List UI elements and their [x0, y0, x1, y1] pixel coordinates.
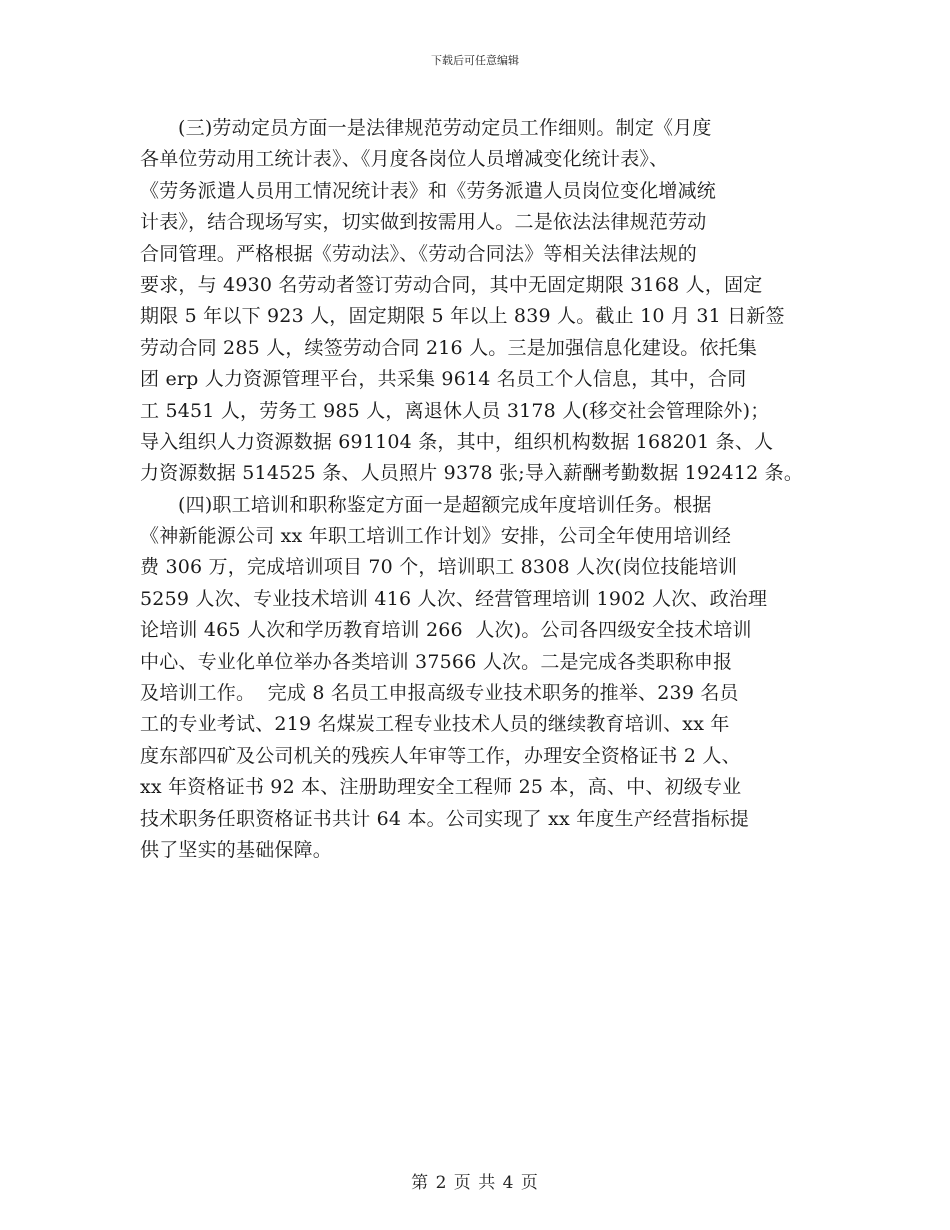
text-line: 期限 5 年以下 923 人，固定期限 5 年以上 839 人。截止 10 月 31 日新签	[140, 305, 785, 328]
text-line: 《神新能源公司 xx 年职工培训工作计划》安排，公司全年使用培训经	[140, 525, 732, 548]
paragraph-training	[140, 490, 830, 867]
text-line: 供了坚实的基础保障。	[140, 838, 333, 861]
text-line: 技术职务任职资格证书共计 64 本。公司实现了 xx 年度生产经营指标提	[140, 807, 749, 830]
text-line: 中心、专业化单位举办各类培训 37566 人次。二是完成各类职称申报	[140, 650, 733, 673]
text-line: 各单位劳动用工统计表》、《月度各岗位人员增减变化统计表》、	[140, 148, 669, 171]
text-line: 计表》，结合现场写实，切实做到按需用人。二是依法法律规范劳动	[140, 211, 707, 234]
text-line: 费 306 万，完成培训项目 70 个，培训职工 8308 人次(岗位技能培训	[140, 556, 738, 579]
text-line: 工 5451 人，劳务工 985 人，离退休人员 3178 人(移交社会管理除外)；	[140, 399, 770, 422]
page-number: 第 2 页 共 4 页	[411, 1173, 539, 1193]
document-body	[140, 113, 830, 866]
page-header: 下载后可任意编辑	[431, 54, 519, 67]
text-line: 工的专业考试、219 名煤炭工程专业技术人员的继续教育培训、xx 年	[140, 713, 730, 736]
text-line: 团 erp 人力资源管理平台，共采集 9614 名员工个人信息，其中，合同	[140, 368, 747, 391]
text-line: (四)职工培训和职称鉴定方面一是超额完成年度培训任务。根据	[178, 493, 712, 516]
text-line: 劳动合同 285 人，续签劳动合同 216 人。三是加强信息化建设。依托集	[140, 336, 758, 359]
text-line: 力资源数据 514525 条、人员照片 9378 张;导入薪酬考勤数据 192412 条。	[140, 462, 804, 485]
text-line: xx 年资格证书 92 本、注册助理安全工程师 25 本，高、中、初级专业	[140, 776, 742, 799]
text-line: 合同管理。严格根据《劳动法》、《劳动合同法》等相关法律法规的	[140, 242, 698, 265]
text-line: 论培训 465 人次和学历教育培训 266 人次)。公司各四级安全技术培训	[140, 619, 752, 642]
paragraph-labor-staffing	[140, 113, 830, 490]
text-line: 5259 人次、专业技术培训 416 人次、经营管理培训 1902 人次、政治理	[140, 587, 768, 610]
text-line: 要求，与 4930 名劳动者签订劳动合同，其中无固定期限 3168 人，固定	[140, 273, 763, 296]
text-line: 度东部四矿及公司机关的残疾人年审等工作，办理安全资格证书 2 人、	[140, 744, 741, 767]
text-line: 导入组织人力资源数据 691104 条，其中，组织机构数据 168201 条、人	[140, 430, 774, 453]
text-line: (三)劳动定员方面一是法律规范劳动定员工作细则。制定《月度	[178, 117, 712, 139]
text-line: 及培训工作。 完成 8 名员工申报高级专业技术职务的推举、239 名员	[140, 682, 739, 705]
text-line: 《劳务派遣人员用工情况统计表》和《劳务派遣人员岗位变化增减统	[140, 179, 717, 202]
